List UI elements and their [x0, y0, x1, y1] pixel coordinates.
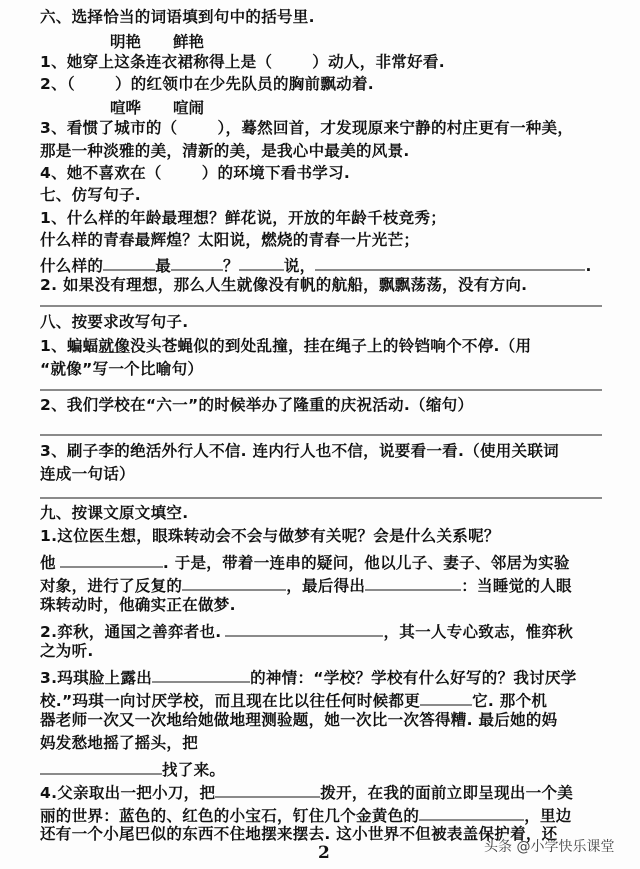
question-7-1-line2: 什么样的青春最辉煌？太阳说，燃烧的青春一片光芒； [40, 231, 420, 249]
answer-blank[interactable] [365, 572, 461, 591]
passage-1-line1: 1.这位医生想，眼珠转动会不会与做梦有关呢？会是什么关系呢？ [40, 527, 500, 545]
page-number: 2 [318, 843, 330, 863]
passage-1-line3: 对象，进行了反复的 ，最后得出 ：当睡觉的人眼 [40, 572, 572, 596]
section-7-title: 七、仿写句子. [40, 186, 141, 204]
question-8-1: 1、蝙蝠就像没头苍蝇似的到处乱撞，挂在绳子上的铃铛响个不停.（用 [40, 337, 532, 355]
word-options-a [110, 30, 236, 52]
passage-4-line1: 4.父亲取出一把小刀，把 拨开，在我的面前立即呈现出一个美 [40, 779, 573, 803]
answer-line[interactable] [40, 305, 602, 307]
question-6-4: 4、她不喜欢在（ ）的环境下看书学习. [40, 164, 351, 182]
answer-blank[interactable] [60, 549, 163, 568]
answer-blank[interactable] [420, 687, 472, 706]
section-8-title: 八、按要求改写句子. [40, 313, 189, 331]
answer-blank[interactable] [182, 572, 286, 591]
section-9-title: 九、按课文原文填空. [40, 504, 189, 522]
answer-line[interactable] [40, 497, 602, 499]
answer-blank[interactable] [225, 618, 383, 637]
question-6-3: 3、看惯了城市的（ ），蓦然回首，才发现原来宁静的村庄更有一种美， [40, 119, 574, 137]
passage-3-line5: 找了来。 [40, 756, 225, 780]
question-6-2: 2、（ ）的红领巾在少先队员的胸前飘动着. [40, 75, 374, 93]
option: 明艳 [110, 33, 142, 51]
question-7-1-line1: 1、什么样的年龄最理想？鲜花说，开放的年龄千枝竞秀； [40, 209, 447, 227]
answer-blank[interactable] [419, 802, 524, 821]
passage-4-line2: 丽的世界：蓝色的、红色的小宝石，钉住几个金黄色的 ，里边 [40, 802, 572, 826]
passage-1-line4: 珠转动时，他确实正在做梦. [40, 596, 236, 614]
question-7-1-line3: 什么样的 最 ？ 说， . [40, 252, 592, 276]
word-options-b [110, 96, 236, 118]
answer-blank[interactable] [239, 252, 284, 271]
answer-blank[interactable] [103, 252, 155, 271]
question-8-3: 3、刷子李的绝活外行人不信. 连内行人也不信，说要看一看.（使用关联词 [40, 442, 559, 460]
question-6-1: 1、她穿上这条连衣裙称得上是（ ）动人，非常好看. [40, 53, 445, 71]
option: 喧哗 [110, 99, 142, 117]
watermark: 头条 @小学快乐课堂 [484, 839, 615, 855]
question-7-2: 2. 如果没有理想，那么人生就像没有帆的航船，飘飘荡荡，没有方向. [40, 276, 528, 294]
answer-blank[interactable] [315, 252, 585, 271]
answer-blank[interactable] [171, 252, 223, 271]
passage-4-line3: 还有一个小尾巴似的东西不住地摆来摆去. 这小世界不但被表盖保护着，还 [40, 825, 558, 843]
answer-blank[interactable] [215, 779, 320, 798]
passage-2-line1: 2.弈秋，通国之善弈者也. ，其一人专心致志，惟弈秋 [40, 618, 573, 642]
passage-3-line4: 妈发愁地摇了摇头，把 [40, 734, 199, 752]
passage-3-line3: 器老师一次又一次地给她做地理测验题，她一次比一次答得糟. 最后她的妈 [40, 711, 558, 729]
section-6-title: 六、选择恰当的词语填到句中的括号里. [40, 8, 315, 26]
passage-1-line2: 他 . 于是，带着一连串的疑问，他以儿子、妻子、邻居为实验 [40, 549, 570, 573]
option: 鲜艳 [173, 33, 205, 51]
answer-blank[interactable] [40, 756, 162, 775]
question-8-2: 2、我们学校在“六一”的时候举办了隆重的庆祝活动.（缩句） [40, 396, 474, 414]
answer-blank[interactable] [152, 664, 250, 683]
passage-2-line2: 之为听. [40, 642, 94, 660]
passage-3-line1: 3.玛琪脸上露出 的神情：“学校？学校有什么好写的？我讨厌学 [40, 664, 577, 688]
option: 喧闹 [173, 99, 205, 117]
answer-line[interactable] [40, 389, 602, 391]
question-8-1-cont: “就像”写一个比喻句） [40, 360, 204, 378]
question-8-3-cont: 连成一句话） [40, 465, 135, 483]
answer-line[interactable] [40, 434, 602, 436]
question-6-3-cont: 那是一种淡雅的美，清新的美，是我心中最美的风景. [40, 142, 410, 160]
passage-3-line2: 校.”玛琪一向讨厌学校，而且现在比以往任何时候都更 它. 那个机 [40, 687, 547, 711]
